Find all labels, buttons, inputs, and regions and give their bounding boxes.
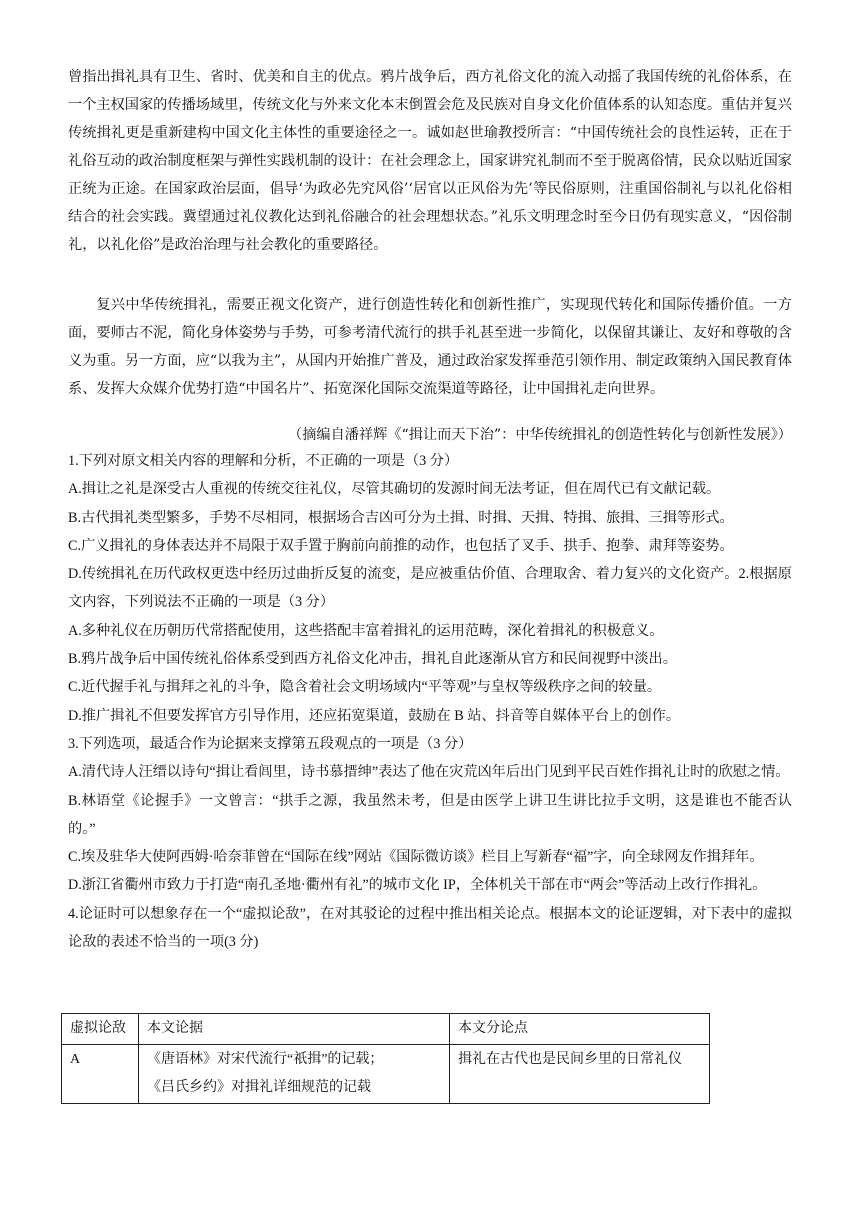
table-header-cell: 虚拟论敌 bbox=[62, 1014, 139, 1045]
question-1-option-a: A.揖让之礼是深受古人重视的传统交往礼仪，尽管其确切的发源时间无法考证，但在周代已有文献记载。 bbox=[68, 481, 721, 498]
question-2-option-d: D.推广揖礼不但要发挥官方引导作用，还应拓宽渠道，鼓励在 B 站、抖音等自媒体平台上的创作。 bbox=[68, 707, 681, 724]
question-3-option-c: C.埃及驻华大使阿西姆·哈奈菲曾在“国际在线”网站《国际微访谈》栏目上写新春“福”字，向全球网友作揖拜年。 bbox=[68, 849, 764, 866]
question-1-stem: 1.下列对原文相关内容的理解和分析，不正确的一项是（3 分） bbox=[68, 453, 459, 469]
question-1-option-d-with-question-2-stem bbox=[68, 560, 792, 617]
question-1-option-c: C.广义揖礼的身体表达并不局限于双手置于胸前向前推的动作，也包括了叉手、拱手、抱拳、肃拜等姿势。 bbox=[68, 537, 734, 554]
table-cell-label: A bbox=[62, 1045, 139, 1104]
question-3-option-d: D.浙江省衢州市致力于打造“南孔圣地·衢州有礼”的城市文化 IP，全体机关干部在市“两会”等活动上改行作揖礼。 bbox=[68, 877, 767, 894]
question-4-stem: 4.论证时可以想象存在一个“虚拟论敌”，在对其驳论的过程中推出相关论点。根据本文的论证逻辑，对下表中的虚拟论敌的表述不恰当的一项(3 分) bbox=[68, 905, 792, 951]
article-source-citation: （摘编自潘祥辉《“揖让而天下治”：中华传统揖礼的创造性转化与创新性发展》） bbox=[288, 427, 792, 443]
question-2-option-b: B.鸦片战争后中国传统礼俗体系受到西方礼俗文化冲击，揖礼自此逐渐从官方和民间视野中淡出。 bbox=[68, 651, 677, 668]
table-header-cell: 本文分论点 bbox=[450, 1014, 710, 1045]
evidence-line: 《吕氏乡约》对揖礼详细规范的记载 bbox=[147, 1080, 371, 1095]
table-header-cell: 本文论据 bbox=[139, 1014, 450, 1045]
question-3-option-a: A.清代诗人汪缙以诗句“揖让看闾里，诗书慕搢绅”表达了他在灾荒凶年后出门见到平民百姓作揖礼让时的欣慰之情。 bbox=[68, 764, 790, 781]
table-cell-sub-point: 揖礼在古代也是民间乡里的日常礼仪 bbox=[450, 1045, 710, 1104]
question-2-option-a: A.多种礼仪在历朝历代常搭配使用，这些搭配丰富着揖礼的运用范畴，深化着揖礼的积极意义。 bbox=[68, 622, 664, 639]
question-4-table bbox=[61, 1013, 710, 1104]
question-3-stem: 3.下列选项，最适合作为论据来支撑第五段观点的一项是（3 分） bbox=[68, 735, 473, 752]
table-cell-evidence bbox=[139, 1045, 450, 1104]
question-3-option-b: B.林语堂《论握手》一文曾言：“拱手之源，我虽然未考，但是由医学上讲卫生讲比拉手文明，这是谁也不能否认的。” bbox=[68, 792, 792, 837]
table-header-row bbox=[62, 1014, 710, 1045]
article-paragraph-2: 复兴中华传统揖礼，需要正视文化资产，进行创造性转化和创新性推广，实现现代转化和国际传播价值。一方面，要师古不泥，简化身体姿势与手势，可参考清代流行的拱手礼甚至进一步简化，以保留其谦让、友好和尊敬的含义为重。另一方面，应“以我为主”，从国内开始推广普及，通过政治家发挥垂范引领作用、制定政策纳入国民教育体系、发挥大众媒介优势打造“中国名片”、拓宽深化国际交流渠道等路径，让中国揖礼走向世界。 bbox=[68, 297, 792, 397]
question-1-option-d: D.传统揖礼在历代政权更迭中经历过曲折反复的流变，是应被重估价值、合理取舍、着力复兴的文化资产。 bbox=[68, 566, 739, 583]
question-2-option-c: C.近代握手礼与揖拜之礼的斗争，隐含着社会文明场域内“平等观”与皇权等级秩序之间的较量。 bbox=[68, 679, 662, 696]
question-2-stem: 2.根据原文内容，下列说法不正确的一项是（3 分） bbox=[68, 566, 792, 611]
question-1-option-b: B.古代揖礼类型繁多，手势不尽相同，根据场合吉凶可分为土揖、时揖、天揖、特揖、旅揖、三揖等形式。 bbox=[68, 509, 734, 526]
questions-section bbox=[68, 447, 792, 956]
article-paragraph-1: 曾指出揖礼具有卫生、省时、优美和自主的优点。鸦片战争后，西方礼俗文化的流入动摇了我国传统的礼俗体系，在一个主权国家的传播场域里，传统文化与外来文化本末倒置会危及民族对自身文化价值体系的认知态度。重估并复兴传统揖礼更是重新建构中国文化主体性的重要途径之一。诚如赵世瑜教授所言：“中国传统社会的良性运转，正在于礼俗互动的政治制度框架与弹性实践机制的设计：在社会理念上，国家讲究礼制而不至于脱离俗情，民众以贴近国家正统为正途。在国家政治层面，倡导‘为政必先究风俗’‘居官以正风俗为先’等民俗原则，注重国俗制礼与以礼化俗相结合的社会实践。冀望通过礼仪教化达到礼俗融合的社会理想状态。”礼乐文明理念时至今日仍有现实意义，“因俗制礼，以礼化俗”是政治治理与社会教化的重要路径。 bbox=[68, 69, 792, 253]
table-row bbox=[62, 1045, 710, 1104]
evidence-line: 《唐语林》对宋代流行“祇揖”的记载； bbox=[147, 1052, 384, 1067]
